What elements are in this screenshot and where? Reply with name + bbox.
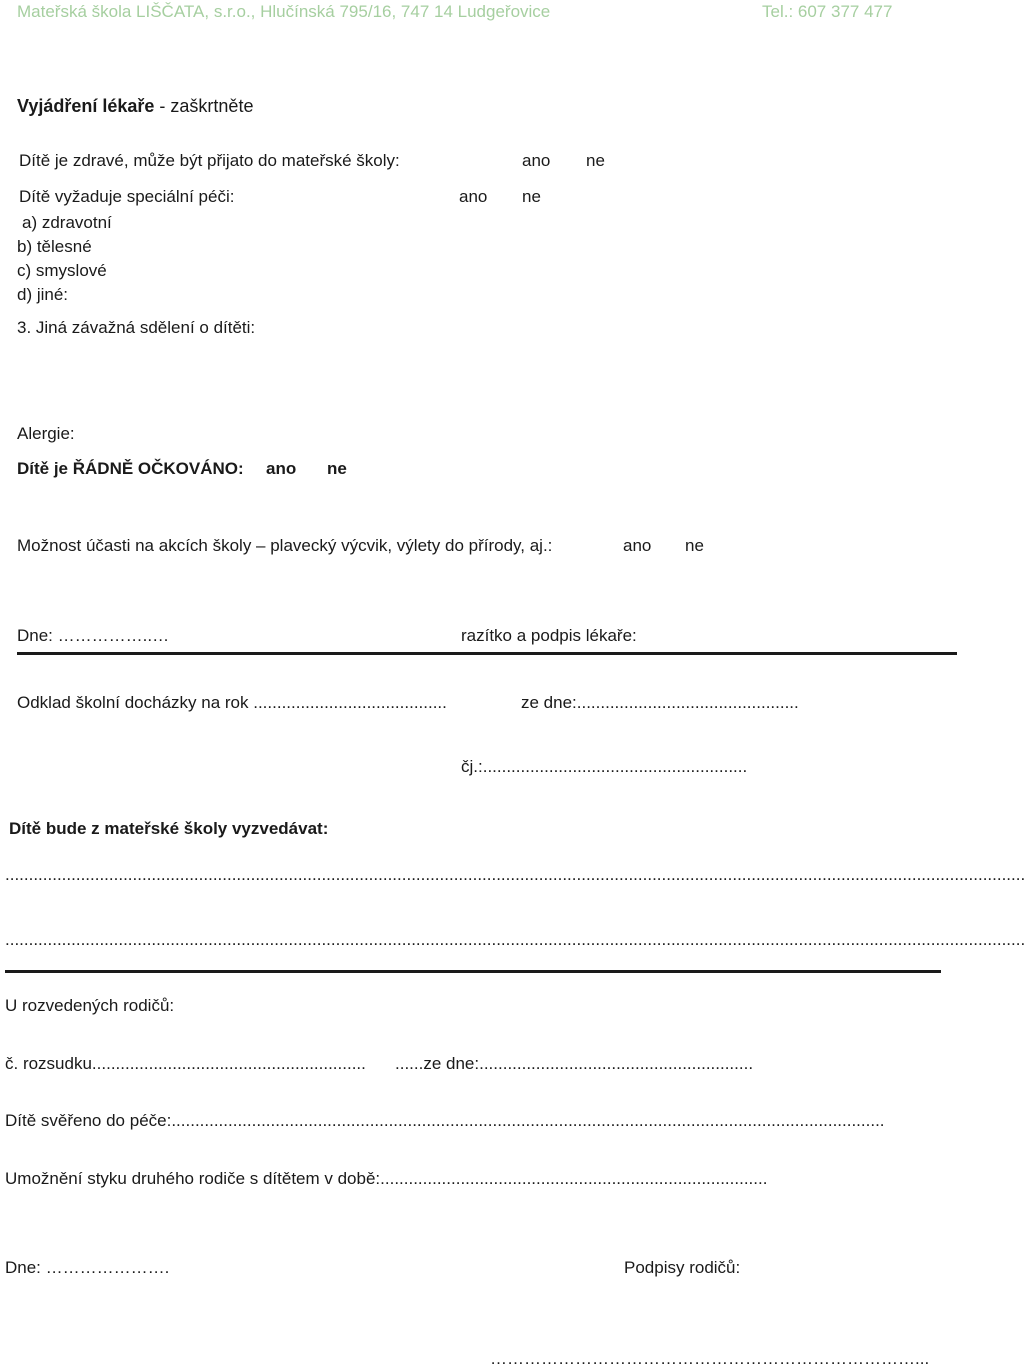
activities-question: Možnost účasti na akcích školy – plavecký výcvik, výlety do přírody, aj.: [17,536,553,555]
parents-date-field: Dne: …………………. [5,1258,170,1277]
pickup-heading: Dítě bude z mateřské školy vyzvedávat: [9,819,329,838]
school-phone-header: Tel.: 607 377 477 [762,2,893,21]
allergies-label: Alergie: [17,424,75,443]
doctor-date-field: Dne: ……………..… [17,626,170,645]
special-care-question: Dítě vyžaduje speciální péči: [19,187,235,206]
care-option-b: b) tělesné [17,237,92,256]
visitation-field: Umožnění styku druhého rodiče s dítětem v době:.................................................................................. [5,1169,768,1188]
pickup-line-1: ........................................................................................................................................................................................................................ [5,865,1025,884]
care-option-c: c) smyslové [17,261,107,280]
care-option-a: a) zdravotní [22,213,112,232]
healthy-no-option[interactable]: ne [586,151,605,170]
section-divider-2 [5,970,941,973]
ruling-number: č. rozsudku.......................................................... [5,1054,366,1073]
ruling-date: ......ze dne:.......................................................... [395,1054,754,1073]
deferral-date: ze dne:............................................... [521,693,799,712]
healthy-question: Dítě je zdravé, může být přijato do mateřské školy: [19,151,400,170]
activities-no-option[interactable]: ne [685,536,704,555]
activities-yes-option[interactable]: ano [623,536,652,555]
doctor-heading-rest: - zaškrtněte [154,96,254,116]
signature-line: …………………………………………………………………... [490,1349,930,1368]
divorced-heading: U rozvedených rodičů: [5,996,175,1015]
healthy-yes-option[interactable]: ano [522,151,551,170]
pickup-line-2: ........................................................................................................................................................................................................................ [5,930,1025,949]
doctor-section-heading [17,97,253,115]
parents-signatures-label: Podpisy rodičů: [624,1258,741,1277]
deferral-label: Odklad školní docházky na rok ......................................... [17,693,447,712]
special-care-no-option[interactable]: ne [522,187,541,206]
doctor-heading-bold: Vyjádření lékaře [17,96,155,116]
vaccinated-yes-option[interactable]: ano [266,459,297,478]
deferral-reference: čj.:........................................................ [461,757,748,776]
school-address-header: Mateřská škola LIŠČATA, s.r.o., Hlučínská 795/16, 747 14 Ludgeřovice [17,2,551,21]
vaccinated-question: Dítě je ŘÁDNĚ OČKOVÁNO: [17,459,244,478]
section-divider [17,652,957,655]
doctor-stamp-label: razítko a podpis lékaře: [461,626,637,645]
special-care-yes-option[interactable]: ano [459,187,488,206]
care-option-d: d) jiné: [17,285,69,304]
custody-field: Dítě svěřeno do péče:....................................................................................................................................................... [5,1111,885,1130]
vaccinated-no-option[interactable]: ne [327,459,347,478]
other-info-label: 3. Jiná závažná sdělení o dítěti: [17,318,256,337]
